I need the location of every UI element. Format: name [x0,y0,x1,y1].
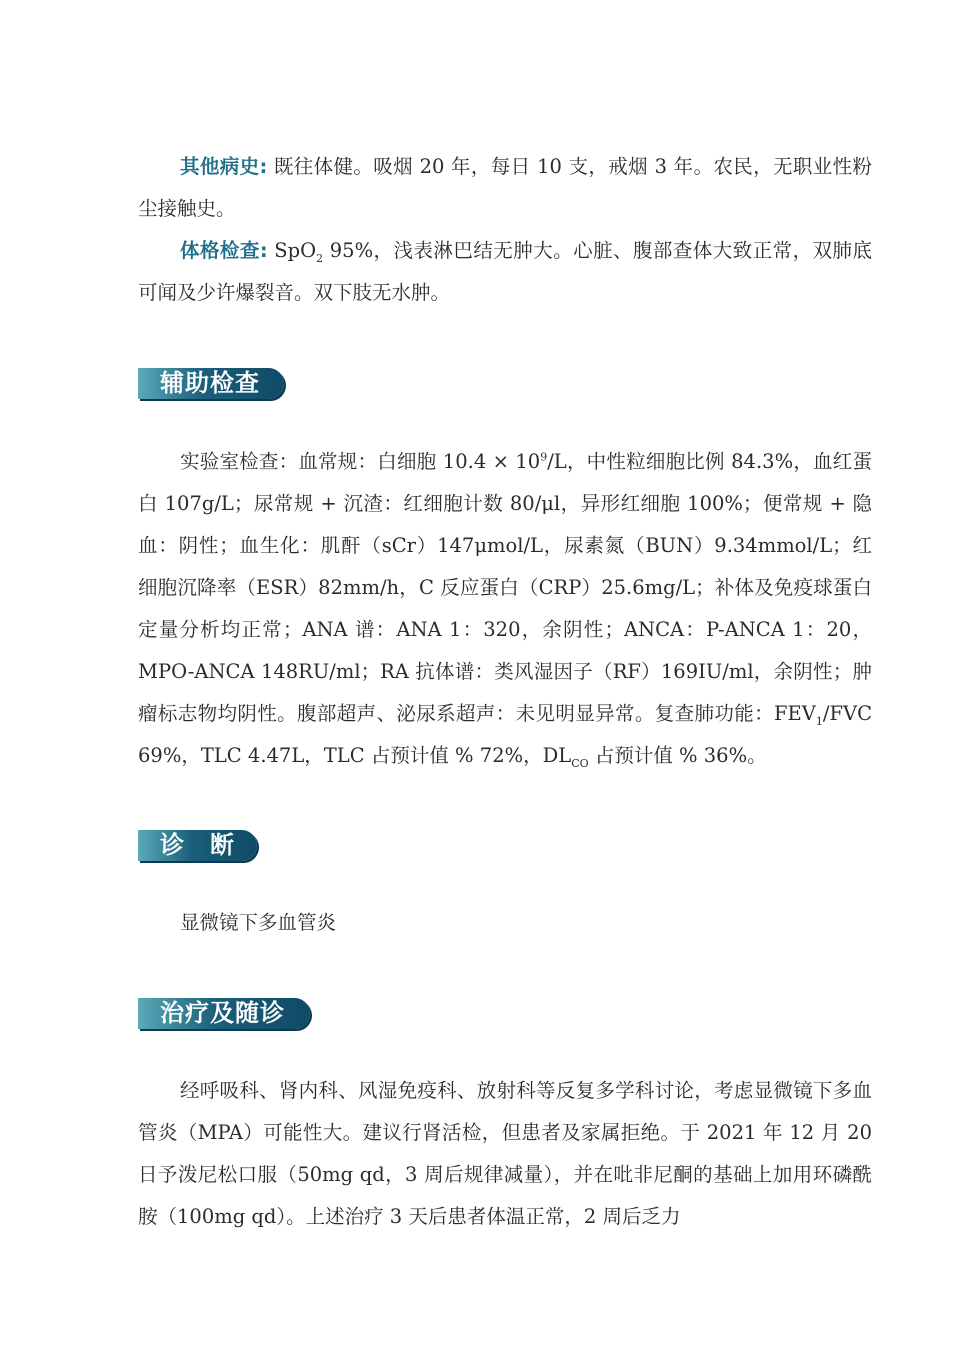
section-header-treatment [138,998,310,1029]
other-history-label: 其他病史: [180,155,268,178]
lab-text-4: 占预计值 % 36%。 [588,744,767,767]
section-header-diagnosis [138,830,257,861]
spo2-prefix: SpO [274,239,317,262]
diagnosis-text: 显微镜下多血管炎 [180,911,337,934]
section-header-auxiliary-exam [138,368,284,399]
other-history-text: 既往体健。吸烟 20 年，每日 10 支，戒烟 3 年。农民，无职业性粉尘接触史。 [138,155,872,220]
lab-text-1: 实验室检查：血常规：白细胞 10.4 × 10 [180,450,541,473]
lab-text-3: /FVC 69%，TLC 4.47L，TLC 占预计值 % 72%，DL [138,702,872,767]
section-title-diagnosis: 诊 断 [160,831,235,859]
physical-exam-label: 体格检查: [180,239,268,262]
treatment-text: 经呼吸科、肾内科、风湿免疫科、放射科等反复多学科讨论，考虑显微镜下多血管炎（MPA）可能性大。建议行肾活检，但患者及家属拒绝。于 2021 年 12 月 20 日予泼尼松口服（50mg qd，3 周后规律减量），并在吡非尼酮的基础上加用环磷酰胺（100mg qd）。上述治疗 3 天后患者体温正常，2 周后乏力 [138,1079,872,1228]
lab-sub-co: CO [571,756,589,770]
physical-exam-text: 95%，浅表淋巴结无肿大。心脏、腹部查体大致正常，双肺底可闻及少许爆裂音。双下肢无水肿。 [138,239,872,304]
treatment-paragraph [138,1070,872,1238]
diagnosis-paragraph [138,902,872,944]
section-title-treatment: 治疗及随诊 [160,999,285,1027]
lab-sup-9: 9 [540,450,548,464]
other-history-paragraph [138,146,872,230]
physical-exam-paragraph [138,230,872,314]
lab-sub-1: 1 [815,714,823,728]
lab-results-paragraph [138,441,872,777]
lab-text-2: /L，中性粒细胞比例 84.3%，血红蛋白 107g/L；尿常规 + 沉渣：红细胞计数 80/μl，异形红细胞 100%；便常规 + 隐血：阴性；血生化：肌酐（sCr）147μmol/L，尿素氮（BUN）9.34mmol/L；红细胞沉降率（ESR）82mm/h，C 反应蛋白（CRP）25.6mg/L；补体及免疫球蛋白定量分析均正常；ANA 谱：ANA 1：320，余阴性；ANCA：P-ANCA 1：20，MPO-ANCA 148RU/ml；RA 抗体谱：类风湿因子（RF）169IU/ml，余阴性；肿瘤标志物均阴性。腹部超声、泌尿系超声：未见明显异常。复查肺功能：FEV [138,450,872,725]
section-title-auxiliary-exam: 辅助检查 [160,369,260,397]
spo2-subscript: 2 [316,251,324,265]
